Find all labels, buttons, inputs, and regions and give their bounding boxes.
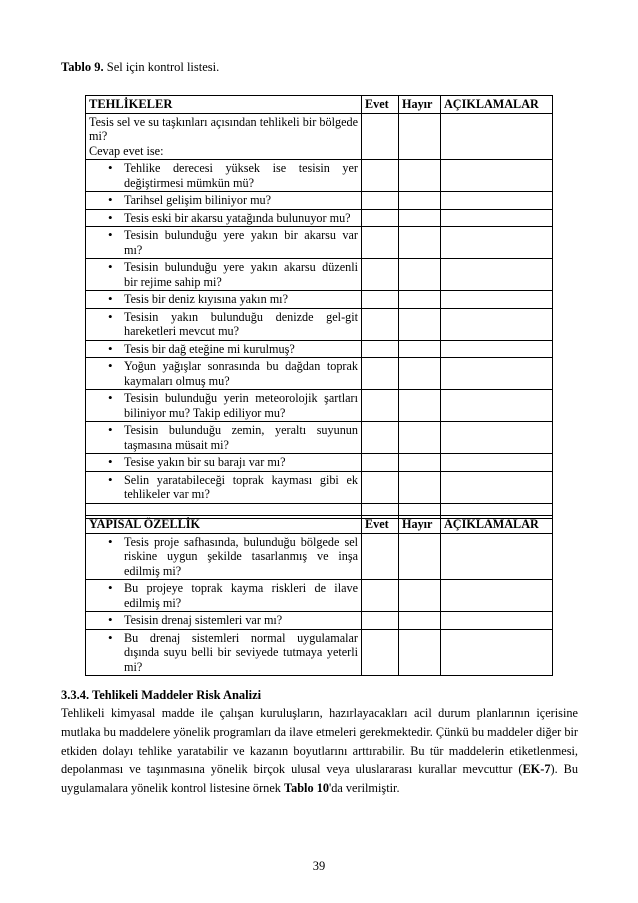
yes-cell	[362, 580, 399, 612]
checklist-item	[86, 358, 362, 390]
notes-cell	[441, 192, 553, 210]
yes-cell	[362, 533, 399, 580]
no-cell	[399, 422, 441, 454]
checklist-item	[86, 259, 362, 291]
notes-cell	[441, 358, 553, 390]
notes-cell	[441, 629, 553, 676]
section-title: 3.3.4. Tehlikeli Maddeler Risk Analizi	[61, 688, 262, 702]
notes-cell	[441, 308, 553, 340]
bullet-icon: •	[108, 454, 113, 469]
header-no: Hayır	[399, 516, 441, 534]
table-row	[86, 358, 553, 390]
yes-cell	[362, 259, 399, 291]
header-hazards: TEHLİKELER	[86, 96, 362, 114]
checklist-item-text: Tesisin bulunduğu yerin meteorolojik şartları biliniyor mu? Takip ediliyor mu?	[124, 391, 358, 420]
page-number: 39	[312, 859, 326, 873]
yes-cell	[362, 227, 399, 259]
table-row	[86, 192, 553, 210]
table-row	[86, 390, 553, 422]
checklist-item	[86, 209, 362, 227]
checklist-item	[86, 192, 362, 210]
structural-table	[85, 515, 553, 676]
bullet-icon: •	[108, 340, 113, 356]
table-caption	[61, 60, 219, 75]
header-notes: AÇIKLAMALAR	[441, 516, 553, 534]
checklist-item-text: Yoğun yağışlar sonrasında bu dağdan toprak kaymaları olmuş mu?	[124, 359, 358, 388]
bullet-icon: •	[108, 580, 113, 595]
notes-cell	[441, 340, 553, 358]
checklist-item-text: Tarihsel gelişim biliniyor mu?	[124, 193, 272, 207]
checklist-item	[86, 612, 362, 630]
checklist-item	[86, 308, 362, 340]
table-row	[86, 629, 553, 676]
table-header-row	[86, 96, 553, 114]
yes-cell	[362, 308, 399, 340]
notes-cell	[441, 227, 553, 259]
no-cell	[399, 390, 441, 422]
checklist-item	[86, 471, 362, 503]
notes-cell	[441, 422, 553, 454]
no-cell	[399, 259, 441, 291]
checklist-item-text: Tehlike derecesi yüksek ise tesisin yer değiştirmesi mümkün mü?	[124, 161, 358, 190]
notes-cell	[441, 390, 553, 422]
bullet-icon: •	[108, 209, 113, 225]
table-row	[86, 227, 553, 259]
table-row	[86, 340, 553, 358]
table-row	[86, 308, 553, 340]
notes-cell	[441, 259, 553, 291]
yes-cell	[362, 340, 399, 358]
yes-cell	[362, 612, 399, 630]
header-yes: Evet	[362, 516, 399, 534]
header-yes: Evet	[362, 96, 399, 114]
no-cell	[399, 580, 441, 612]
yes-cell	[362, 291, 399, 309]
table-ref: Tablo 10	[284, 781, 329, 796]
bullet-icon: •	[108, 160, 113, 175]
bullet-icon: •	[108, 308, 113, 324]
header-structural: YAPISAL ÖZELLİK	[86, 516, 362, 534]
bullet-icon: •	[108, 227, 113, 242]
checklist-item	[86, 291, 362, 309]
header-notes: AÇIKLAMALAR	[441, 96, 553, 114]
table-row	[86, 454, 553, 472]
yes-cell	[362, 209, 399, 227]
table-row	[86, 259, 553, 291]
notes-cell	[441, 580, 553, 612]
no-cell	[399, 612, 441, 630]
no-cell	[399, 454, 441, 472]
checklist-item-text: Bu drenaj sistemleri normal uygulamalar dışında suyu belli bir seviyede tutmaya yeterli mi?	[124, 630, 358, 674]
notes-cell	[441, 471, 553, 503]
annex-ref: EK-7	[522, 762, 551, 777]
table-row	[86, 209, 553, 227]
checklist-item	[86, 629, 362, 676]
intro-cell	[86, 113, 362, 160]
checklist-item-text: Selin yaratabileceği toprak kayması gibi ek tehlikeler var mı?	[124, 472, 358, 501]
checklist-item	[86, 390, 362, 422]
notes-cell	[441, 612, 553, 630]
hazards-table	[85, 95, 553, 519]
yes-cell	[362, 390, 399, 422]
table-row	[86, 422, 553, 454]
checklist-item	[86, 580, 362, 612]
yes-cell	[362, 471, 399, 503]
table-row	[86, 533, 553, 580]
bullet-icon: •	[108, 192, 113, 207]
no-cell	[399, 160, 441, 192]
checklist-item-text: Tesisin yakın bulunduğu denizde gel-git hareketleri mevcut mu?	[124, 309, 358, 338]
bullet-icon: •	[108, 612, 113, 627]
yes-cell	[362, 629, 399, 676]
section-paragraph: Tehlikeli kimyasal madde ile çalışan kuruluşların, hazırlayacakları acil durum planlarının içerisine mutlaka bu maddelere yönelik programları da ilave etmeleri gerekmektedir. Çünkü bu maddeler diğer bir etkiden dolayı tehlike yaratabilir ve kazanın boyutlarını arttırabilir. Bu tür maddelerin etiketlenmesi, depolanması ve taşınmasına yönelik birçok ulusal veya uluslararası kurallar mevcuttur (EK-7). Bu uygulamalara yönelik kontrol listesine örnek Tablo 10'da verilmiştir.	[61, 706, 578, 796]
table-header-row	[86, 516, 553, 534]
bullet-icon: •	[108, 358, 113, 373]
checklist-item-text: Tesisin bulunduğu zemin, yeraltı suyunun taşmasına müsait mi?	[124, 423, 358, 452]
notes-cell	[441, 160, 553, 192]
checklist-item-text: Tesisin bulunduğu yere yakın bir akarsu var mı?	[124, 228, 358, 257]
yes-cell	[362, 422, 399, 454]
checklist-item-text: Tesisin bulunduğu yere yakın akarsu düzenli bir rejime sahip mi?	[124, 260, 358, 289]
checklist-item-text: Tesise yakın bir su barajı var mı?	[124, 455, 286, 469]
checklist-item-text: Tesis eski bir akarsu yatağında bulunuyor mu?	[124, 210, 351, 225]
yes-cell	[362, 160, 399, 192]
no-cell	[399, 209, 441, 227]
bullet-icon: •	[108, 422, 113, 437]
yes-cell	[362, 192, 399, 210]
no-cell	[399, 533, 441, 580]
table-row	[86, 612, 553, 630]
yes-cell	[362, 454, 399, 472]
notes-cell	[441, 454, 553, 472]
checklist-item	[86, 533, 362, 580]
bullet-icon: •	[108, 629, 113, 645]
notes-cell	[441, 533, 553, 580]
checklist-item-text: Bu projeye toprak kayma riskleri de ilave edilmiş mi?	[124, 581, 358, 610]
checklist-item	[86, 160, 362, 192]
checklist-item-text: Tesis bir dağ eteğine mi kurulmuş?	[124, 341, 295, 356]
checklist-item-text: Tesis proje safhasında, bulunduğu bölgede sel riskine uygun şekilde tasarlanmış ve inşa edilmiş mi?	[124, 534, 358, 578]
no-cell	[399, 291, 441, 309]
yes-cell	[362, 358, 399, 390]
table-row	[86, 471, 553, 503]
no-cell	[399, 192, 441, 210]
intro-condition: Cevap evet ise:	[89, 143, 164, 158]
caption-label: Tablo 9.	[61, 60, 104, 74]
notes-cell	[441, 291, 553, 309]
no-cell	[399, 227, 441, 259]
no-cell	[399, 340, 441, 358]
bullet-icon: •	[108, 533, 113, 549]
no-cell	[399, 629, 441, 676]
table-row	[86, 113, 553, 160]
bullet-icon: •	[108, 471, 113, 487]
table-row	[86, 160, 553, 192]
no-cell	[399, 308, 441, 340]
header-no: Hayır	[399, 96, 441, 114]
intro-question: Tesis sel ve su taşkınları açısından tehlikeli bir bölgede mi?	[89, 114, 358, 143]
no-cell	[399, 358, 441, 390]
caption-text: Sel için kontrol listesi.	[103, 60, 220, 74]
bullet-icon: •	[108, 291, 113, 306]
notes-cell	[441, 209, 553, 227]
checklist-item	[86, 227, 362, 259]
checklist-item-text: Tesis bir deniz kıyısına yakın mı?	[124, 292, 288, 306]
bullet-icon: •	[108, 259, 113, 274]
table-row	[86, 291, 553, 309]
checklist-item	[86, 340, 362, 358]
bullet-icon: •	[108, 390, 113, 405]
no-cell	[399, 471, 441, 503]
checklist-item-text: Tesisin drenaj sistemleri var mı?	[124, 613, 283, 627]
table-row	[86, 580, 553, 612]
checklist-item	[86, 454, 362, 472]
checklist-item	[86, 422, 362, 454]
